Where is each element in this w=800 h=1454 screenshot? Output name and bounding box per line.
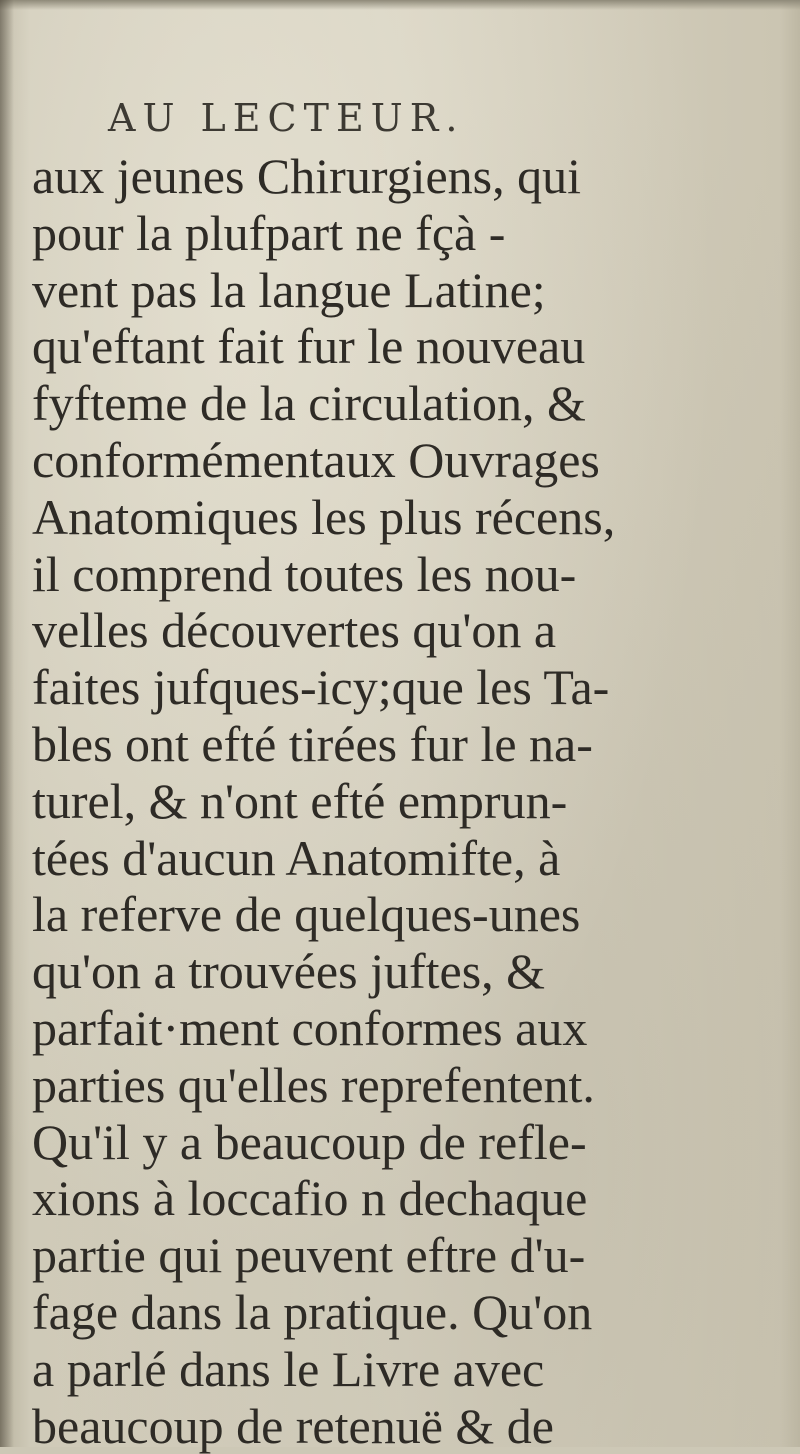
text-line: conformémentaux Ouvrages (32, 431, 600, 488)
text-line: pour la plufpart ne fçà - (32, 204, 506, 261)
text-line: xions à loccafio n dechaque (32, 1170, 588, 1227)
text-line: qu'on a trouvées juftes, & (32, 943, 546, 1000)
text-line: turel, & n'ont efté emprun- (32, 772, 568, 829)
text-line: Anatomiques les plus récens, (32, 488, 616, 545)
text-line: parties qu'elles reprefentent. (32, 1056, 595, 1113)
text-line: fage dans la pratique. Qu'on (32, 1283, 593, 1340)
text-line: velles découvertes qu'on a (32, 602, 557, 659)
text-line: partie qui peuvent eftre d'u- (32, 1227, 586, 1284)
page-top-edge (0, 0, 800, 10)
text-line: vent pas la langue Latine; (32, 261, 546, 318)
text-line: fyfteme de la circulation, & (32, 375, 586, 432)
body-text (32, 148, 652, 1454)
running-heading: AU LECTEUR. (108, 96, 465, 140)
page-gutter-shadow (0, 0, 14, 1447)
text-line: faites jufques-icy;que les Ta- (32, 659, 610, 716)
text-line: beaucoup de retenuë & de (32, 1397, 554, 1454)
text-line: aux jeunes Chirurgiens, qui (32, 148, 581, 204)
text-line: il comprend toutes les nou- (32, 545, 577, 602)
text-line: bles ont efté tirées fur le na- (32, 715, 593, 772)
text-line: a parlé dans le Livre avec (32, 1340, 545, 1397)
text-line: qu'eftant fait fur le nouveau (32, 318, 586, 375)
text-line: la referve de quelques-unes (32, 886, 581, 943)
text-line: tées d'aucun Anatomifte, à (32, 829, 561, 886)
text-line: Qu'il y a beaucoup de refle- (32, 1113, 587, 1170)
text-line: parfait·ment conformes aux (32, 999, 588, 1056)
